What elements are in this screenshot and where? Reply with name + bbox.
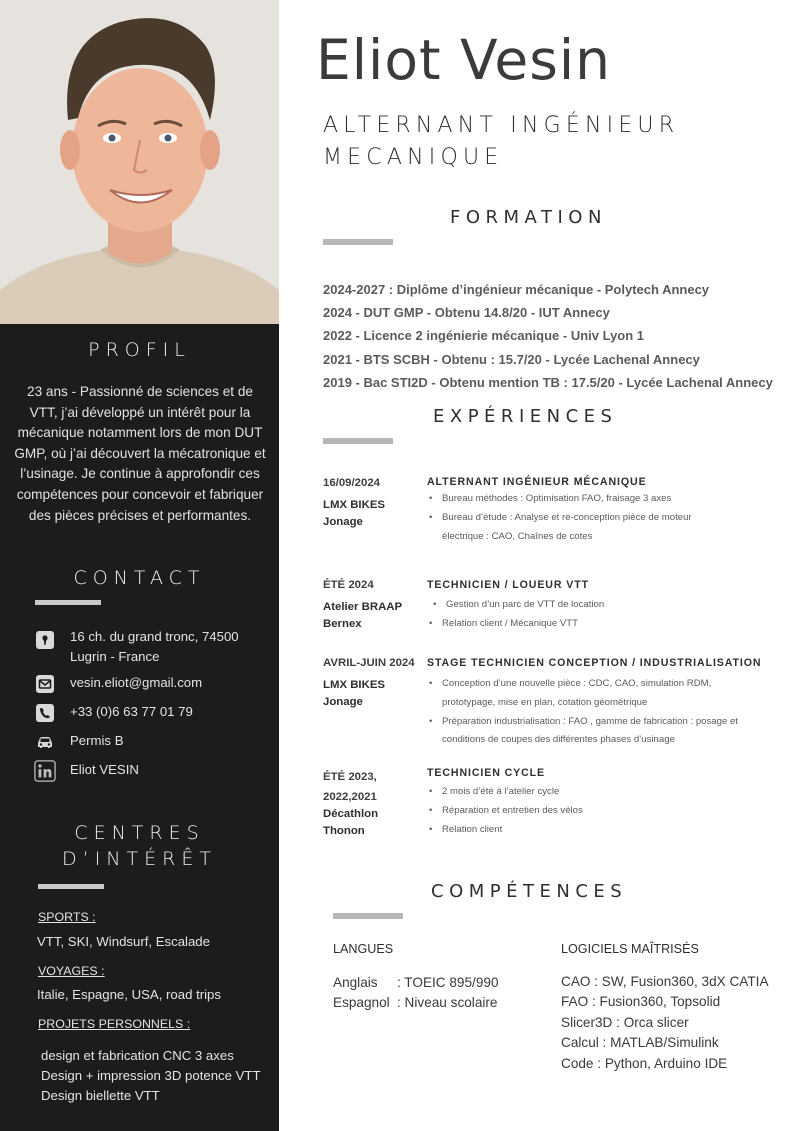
travel-label: VOYAGES :	[38, 964, 105, 978]
interests-title	[0, 820, 279, 872]
exp-location: Bernex	[323, 617, 362, 630]
project-item: Design biellette VTT	[41, 1088, 160, 1103]
linkedin-icon	[34, 760, 56, 782]
project-item: design et fabrication CNC 3 axes	[41, 1048, 234, 1063]
exp-company	[323, 677, 385, 710]
software-list	[561, 972, 769, 1074]
address-line1: 16 ch. du grand tronc, 74500	[70, 629, 239, 644]
exp-date	[323, 767, 377, 807]
exp-location: Jonage	[323, 515, 363, 528]
formation-item: 2022 - Licence 2 ingénierie mécanique - Univ Lyon 1	[323, 328, 645, 344]
profil-title: PROFIL	[88, 339, 191, 361]
exp-bullet: • 2 mois d’été à l’atelier cycle	[428, 783, 768, 802]
formation-title: FORMATION	[450, 207, 607, 228]
address-line2: Lugrin - France	[70, 649, 160, 664]
project-item: Design + impression 3D potence VTT	[41, 1068, 261, 1083]
exp-role: STAGE TECHNICIEN CONCEPTION / INDUSTRIALISATION	[427, 657, 762, 669]
exp-company-name: Décathlon	[323, 808, 379, 820]
skills-title: COMPÉTENCES	[431, 881, 628, 902]
formation-item: 2024-2027 : Diplôme d’ingénieur mécanique - Polytech Annecy	[323, 282, 710, 297]
interests-title-line2: D’INTÉRÊT	[62, 848, 217, 870]
skills-divider	[333, 913, 403, 919]
exp-company-name: LMX BIKES	[323, 679, 386, 691]
sports-label: SPORTS :	[38, 910, 96, 924]
travel-value: Italie, Espagne, USA, road trips	[37, 987, 221, 1002]
software-item: FAO : Fusion360, Topsolid	[561, 994, 721, 1010]
exp-company-name: LMX BIKES	[323, 499, 386, 511]
language-level: : Niveau scolaire	[397, 995, 498, 1010]
exp-location: Thonon	[323, 824, 365, 837]
phone-text[interactable]: +33 (0)6 63 77 01 79	[70, 704, 193, 719]
software-title: LOGICIELS MAÎTRISÉS	[561, 942, 699, 956]
profile-photo	[0, 0, 279, 324]
contact-license	[34, 731, 124, 753]
projects-label: PROJETS PERSONNELS :	[38, 1017, 191, 1031]
interests-title-line1: CENTRES	[74, 822, 205, 844]
software-item: Slicer3D : Orca slicer	[561, 1014, 689, 1030]
linkedin-text[interactable]: Eliot VESIN	[70, 762, 139, 777]
job-title-line1: ALTERNANT INGÉNIEUR	[323, 113, 680, 138]
language-row	[333, 975, 499, 990]
exp-role: TECHNICIEN / LOUEUR VTT	[427, 579, 589, 591]
exp-company	[323, 806, 378, 839]
exp-date: 16/09/2024	[323, 477, 381, 489]
contact-phone[interactable]	[34, 702, 193, 724]
software-item: CAO : SW, Fusion360, 3dX CATIA	[561, 974, 769, 989]
profil-text: 23 ans - Passionné de sciences et de VTT, j’ai développé un intérêt pour la mécanique notamment lors de mon DUT GMP, où j’ai découvert la mécatronique et l’usinage. Je continue à approfondir ces compétences pour concevoir et fabriquer des pièces précises et performantes.	[14, 384, 266, 523]
exp-bullet: • Bureau méthodes : Optimisation FAO, fraisage 3 axes	[428, 490, 768, 509]
language-name: Espagnol	[333, 995, 390, 1010]
language-level: : TOEIC 895/990	[397, 975, 499, 990]
phone-icon	[34, 702, 56, 724]
contact-address	[34, 629, 239, 667]
formation-item: 2019 - Bac STI2D - Obtenu mention TB : 17.5/20 - Lycée Lachenal Annecy	[323, 374, 773, 390]
contact-linkedin[interactable]	[34, 760, 139, 782]
exp-bullets	[432, 596, 772, 634]
exp-bullet: • Préparation industrialisation : FAO , gamme de fabrication : posage et conditions de coupes des différentes phases d’usinage	[428, 713, 763, 751]
exp-company-name: Atelier BRAAP	[323, 601, 403, 613]
exp-bullets	[428, 490, 768, 546]
location-icon	[34, 629, 56, 651]
exp-bullet: • Réparation et entretien des vélos	[428, 802, 768, 821]
exp-date: ÉTÉ 2024	[323, 579, 374, 591]
exp-bullets	[428, 783, 768, 839]
interests-divider	[38, 884, 104, 889]
software-item: Calcul : MATLAB/Simulink	[561, 1035, 719, 1051]
person-name: Eliot Vesin	[316, 28, 611, 92]
car-icon	[34, 731, 56, 753]
exp-role: TECHNICIEN CYCLE	[427, 767, 545, 779]
language-row	[333, 995, 498, 1010]
exp-bullet: • Conception d’une nouvelle pièce : CDC, CAO, simulation RDM, prototypage, mise en plan, cotation géométrique	[428, 675, 758, 713]
email-icon	[34, 673, 56, 695]
email-text[interactable]: vesin.eliot@gmail.com	[70, 675, 203, 690]
exp-bullet: • Relation client / Mécanique VTT	[428, 615, 772, 634]
job-title	[323, 110, 679, 174]
contact-divider	[35, 600, 101, 605]
exp-bullet: • Bureau d’étude : Analyse et re-conception pièce de moteur électrique : CAO, Chaînes de cotes	[428, 509, 728, 547]
exp-date-line2: 2022,2021	[323, 791, 377, 803]
formation-divider	[323, 239, 393, 245]
exp-bullets	[428, 675, 768, 750]
software-item: Code : Python, Arduino IDE	[561, 1055, 728, 1071]
job-title-line2: MECANIQUE	[323, 145, 504, 170]
formation-item: 2024 - DUT GMP - Obtenu 14.8/20 - IUT Annecy	[323, 305, 610, 321]
exp-role: ALTERNANT INGÉNIEUR MÉCANIQUE	[427, 476, 647, 488]
exp-company	[323, 497, 385, 530]
experiences-divider	[323, 438, 393, 444]
languages-title: LANGUES	[333, 942, 394, 956]
experiences-title: EXPÉRIENCES	[433, 406, 618, 427]
formation-item: 2021 - BTS SCBH - Obtenu : 15.7/20 - Lycée Lachenal Annecy	[323, 351, 700, 367]
exp-company	[323, 599, 402, 632]
exp-location: Jonage	[323, 695, 363, 708]
formation-list	[323, 278, 773, 394]
contact-title: CONTACT	[73, 567, 206, 589]
contact-email[interactable]	[34, 673, 202, 695]
exp-date: AVRIL-JUIN 2024	[323, 657, 415, 669]
exp-bullet: • Relation client	[428, 821, 768, 840]
license-text: Permis B	[70, 733, 124, 748]
language-name: Anglais	[333, 975, 378, 990]
exp-bullet: • Gestion d’un parc de VTT de location	[432, 596, 772, 615]
exp-date-line1: ÉTÉ 2023,	[323, 771, 377, 783]
projects-list	[41, 1046, 261, 1106]
sports-value: VTT, SKI, Windsurf, Escalade	[37, 934, 210, 949]
sidebar	[0, 0, 279, 1131]
